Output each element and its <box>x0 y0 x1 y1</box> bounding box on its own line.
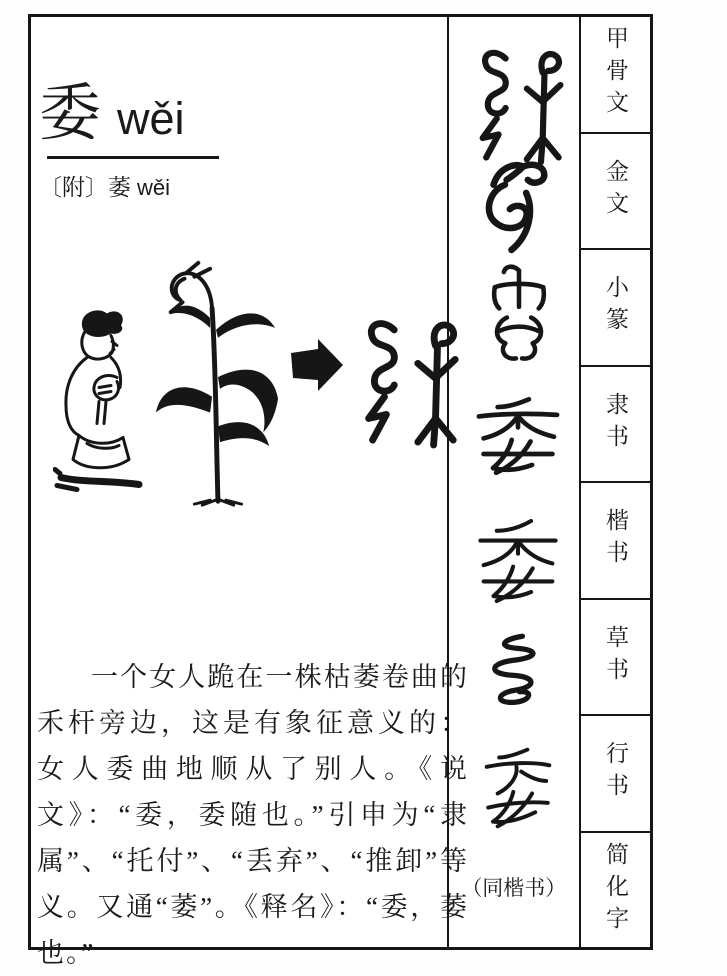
script-label-text: 甲骨文 <box>603 26 628 123</box>
simplified-form-note: （同楷书） <box>461 876 567 900</box>
script-label-clerical <box>581 367 650 484</box>
bronze-script-glyph <box>467 157 569 263</box>
withered-grain-plant-drawing <box>153 259 281 509</box>
variant-character: 〔附〕萎 <box>39 175 131 200</box>
kneeling-woman-drawing <box>53 305 153 500</box>
headword-underline <box>47 156 219 159</box>
headword <box>39 80 185 148</box>
variant-pinyin: wěi <box>137 175 171 200</box>
small-seal-script-glyph <box>473 263 565 369</box>
script-label-regular <box>581 483 650 600</box>
script-label-text: 草书 <box>603 624 628 689</box>
script-label-small-seal <box>581 250 650 367</box>
script-label-text: 小篆 <box>603 275 628 340</box>
page-frame <box>28 14 653 968</box>
etymology-illustration <box>41 257 469 507</box>
entry-main-area <box>31 17 469 968</box>
explanation-paragraph: 一个女人跪在一株枯萎卷曲的禾杆旁边，这是有象征意义的：女人委曲地顺从了别人。《说文》：“委，委随也。”引申为“隶属”、“托付”、“丢弃”、“推卸”等义。又通“萎”。《释名》：“委，萎也。” <box>37 662 469 968</box>
running-script-glyph <box>471 741 565 835</box>
script-label-text: 行书 <box>603 741 628 806</box>
headword-pinyin: wěi <box>117 93 185 144</box>
script-label-running <box>581 716 650 833</box>
script-label-text: 金文 <box>603 158 628 223</box>
script-label-text: 简化字 <box>603 841 628 938</box>
arrow-icon <box>289 337 345 393</box>
script-label-text: 隶书 <box>603 391 628 456</box>
script-label-oracle-bone <box>581 17 650 134</box>
variant-entry <box>39 169 170 202</box>
script-label-bronze <box>581 134 650 251</box>
cursive-script-glyph <box>473 625 563 721</box>
script-label-text: 楷书 <box>603 508 628 573</box>
script-forms-column <box>447 17 579 947</box>
headword-character: 委 <box>39 80 102 148</box>
regular-script-glyph <box>469 511 567 611</box>
clerical-script-glyph <box>463 393 573 479</box>
script-label-simplified <box>581 833 650 948</box>
script-label-cursive <box>581 600 650 717</box>
oracle-bone-script-glyph <box>465 41 571 175</box>
script-labels-column <box>579 17 650 947</box>
